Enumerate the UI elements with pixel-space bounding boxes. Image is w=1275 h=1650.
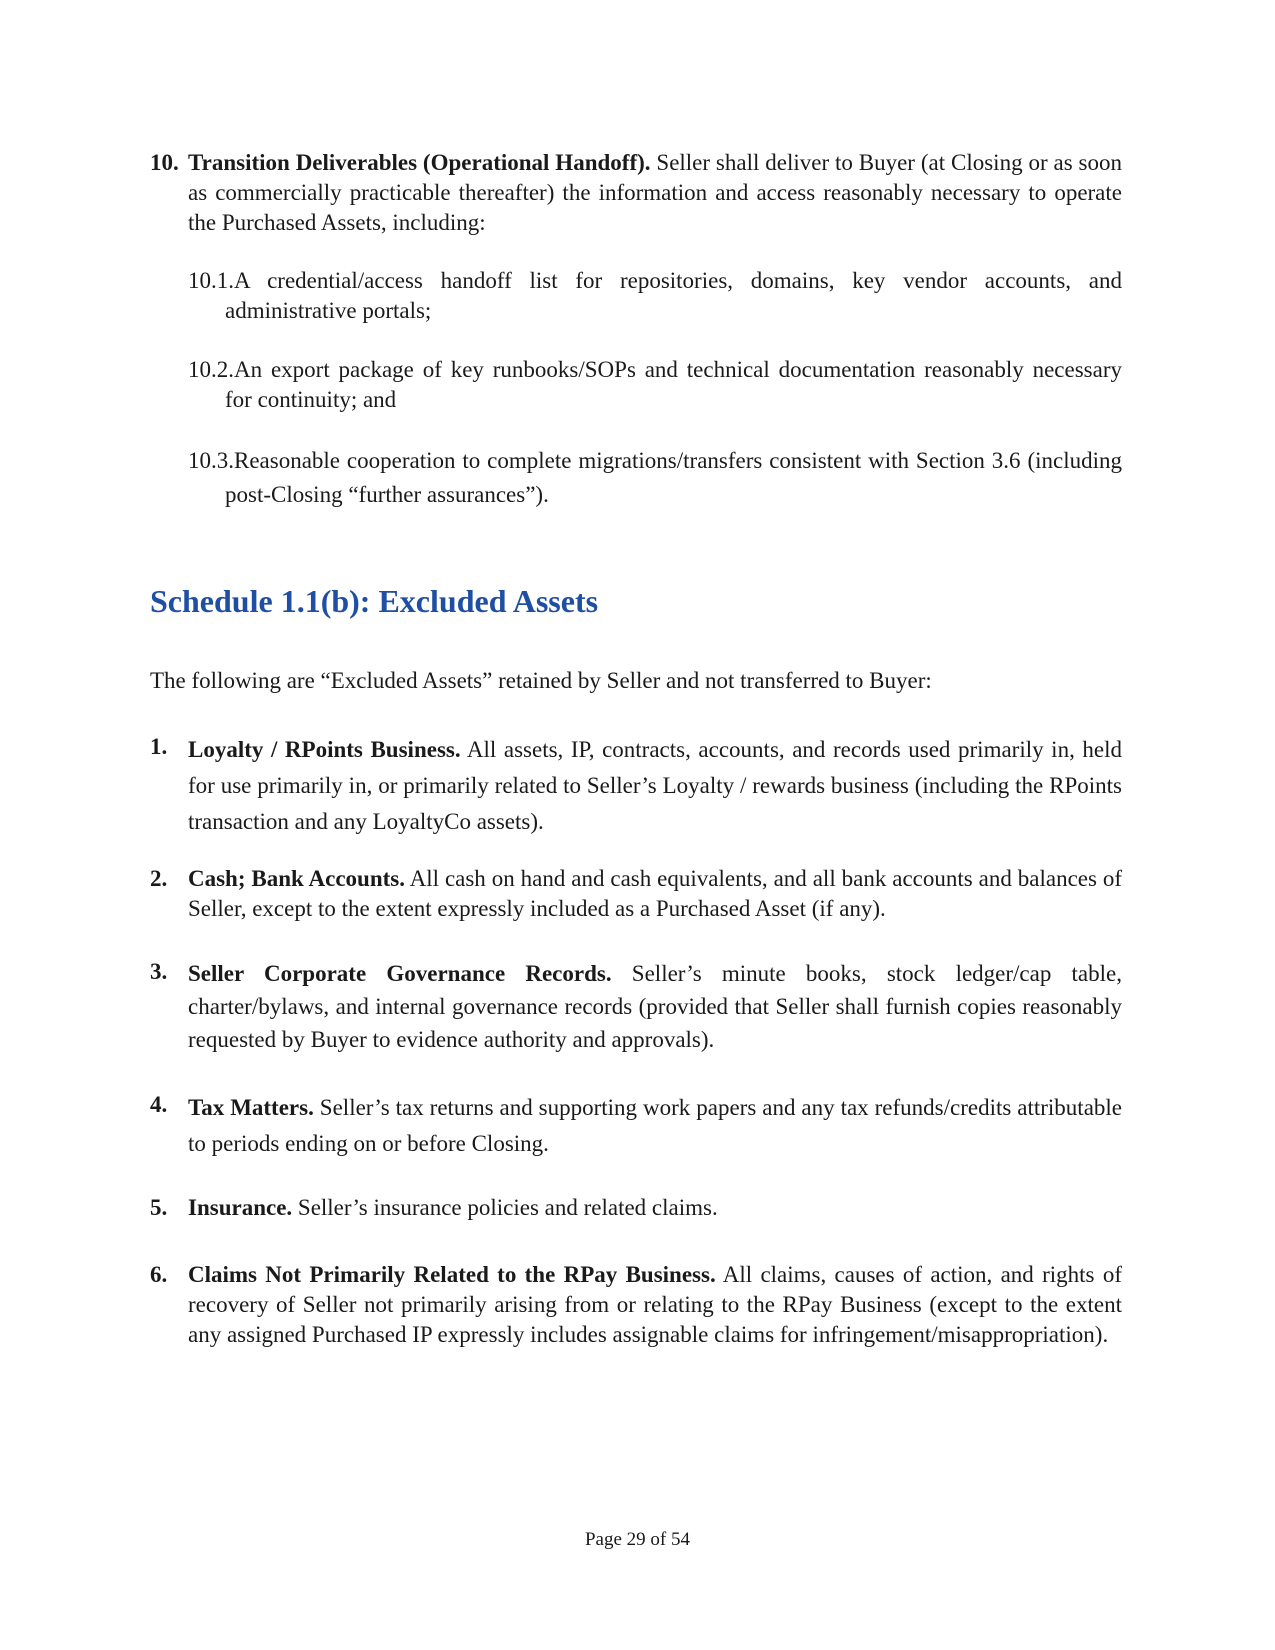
item-text: Seller shall deliver to Buyer (at Closing or as soon as commercially practicable thereafter) the information and access reasonably necessary to operate the Purchased Assets, including: — [188, 150, 1122, 235]
item-body — [188, 1260, 1122, 1350]
subitem-body — [188, 266, 1122, 326]
subitem — [188, 266, 1122, 326]
subitem-number: 10.1. — [188, 268, 234, 293]
item-text: Seller’s tax returns and supporting work papers and any tax refunds/credits attributable to periods ending on or before Closing. — [188, 1095, 1122, 1156]
item-lead: Transition Deliverables (Operational Handoff). — [188, 150, 651, 175]
subitem-number: 10.2. — [188, 357, 234, 382]
item-body — [188, 864, 1122, 924]
item-lead: Claims Not Primarily Related to the RPay Business. — [188, 1262, 716, 1287]
subitem — [188, 355, 1122, 415]
list-item — [150, 1260, 1122, 1350]
list-item — [150, 1193, 1122, 1223]
transition-item — [150, 148, 1122, 238]
subitem-body — [188, 355, 1122, 415]
item-text: Seller’s minute books, stock ledger/cap table, charter/bylaws, and internal governance records (provided that Seller shall furnish copies reasonably requested by Buyer to evidence authority and approvals). — [188, 961, 1122, 1052]
item-number: 10. — [150, 150, 179, 175]
item-lead: Cash; Bank Accounts. — [188, 866, 405, 891]
list-item — [150, 864, 1122, 924]
item-body — [188, 1090, 1122, 1162]
list-item — [150, 957, 1122, 1056]
item-body — [188, 148, 1122, 238]
item-lead: Tax Matters. — [188, 1095, 314, 1120]
item-lead: Insurance. — [188, 1195, 293, 1220]
schedule-heading: Schedule 1.1(b): Excluded Assets — [150, 583, 599, 619]
subitem — [188, 444, 1122, 512]
schedule-intro: The following are “Excluded Assets” retained by Seller and not transferred to Buyer: — [150, 668, 932, 693]
subitem-text: A credential/access handoff list for repositories, domains, key vendor accounts, and administrative portals; — [225, 268, 1122, 323]
item-number: 3. — [150, 959, 168, 984]
subitem-text: Reasonable cooperation to complete migrations/transfers consistent with Section 3.6 (including post-Closing “further assurances”). — [225, 448, 1122, 507]
subitem-body — [188, 444, 1122, 512]
list-item — [150, 1090, 1122, 1162]
page-number: Page 29 of 54 — [584, 1529, 690, 1550]
item-number: 1. — [150, 734, 168, 759]
item-number: 5. — [150, 1195, 168, 1220]
item-text: All claims, causes of action, and rights of recovery of Seller not primarily arising from or relating to the RPay Business (except to the extent any assigned Purchased IP expressly includes assignable claims for infringement/misappropriation). — [188, 1262, 1122, 1347]
item-body — [188, 1193, 1122, 1223]
item-text: All assets, IP, contracts, accounts, and records used primarily in, held for use primarily in, or primarily related to Seller’s Loyalty / rewards business (including the RPoints transaction and any LoyaltyCo assets). — [188, 737, 1122, 834]
item-lead: Seller Corporate Governance Records. — [188, 961, 612, 986]
item-number: 6. — [150, 1262, 168, 1287]
list-item — [150, 732, 1122, 840]
item-body — [188, 957, 1122, 1056]
subitem-number: 10.3. — [188, 448, 234, 473]
subitem-text: An export package of key runbooks/SOPs and technical documentation reasonably necessary for continuity; and — [225, 357, 1122, 412]
item-text: All cash on hand and cash equivalents, and all bank accounts and balances of Seller, except to the extent expressly included as a Purchased Asset (if any). — [188, 866, 1123, 921]
item-text: Seller’s insurance policies and related claims. — [292, 1195, 718, 1220]
item-lead: Loyalty / RPoints Business. — [188, 737, 461, 762]
item-number: 2. — [150, 866, 168, 891]
item-body — [188, 732, 1122, 840]
item-number: 4. — [150, 1092, 168, 1117]
